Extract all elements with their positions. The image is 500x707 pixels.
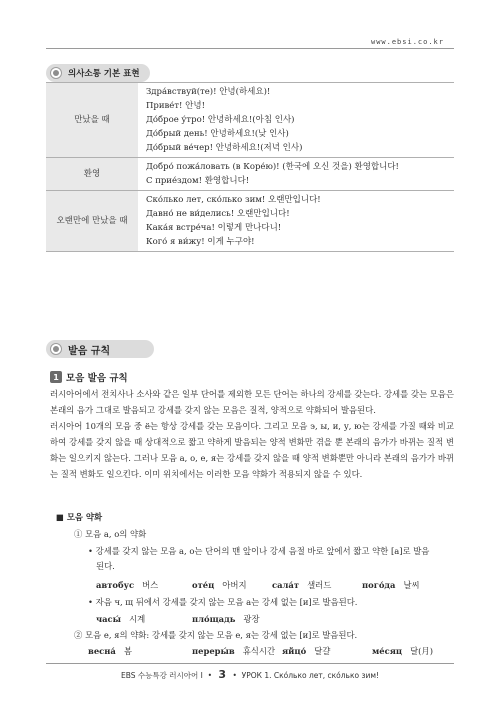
example-word: [192, 645, 275, 657]
example-word: [192, 613, 260, 625]
expression-line: Ско́лько лет, ско́лько зим! 오랜만입니다!: [146, 195, 321, 205]
page-number: 3: [218, 668, 227, 681]
subsection-title: ■ 모음 약화: [56, 512, 103, 522]
russian-word: ме́сяц: [372, 646, 403, 656]
pronunciation-heading: [46, 340, 154, 358]
table-row: [46, 191, 454, 252]
rule-text: 된다.: [96, 561, 115, 571]
book-title: EBS 수능특강 러시아어 I: [120, 671, 203, 680]
rule-text: • 자음 ч, щ 뒤에서 강세를 갖지 않는 모음 а는 강세 없는 [и]로 발음된다.: [88, 597, 358, 607]
rule-text: • 강세를 갖지 않는 모음 а, о는 단어의 맨 앞이나 강세 음절 바로 앞에서 짧고 약한 [а]로 발음: [88, 546, 430, 556]
expression-line: Здра́вствуй(те)! 안녕(하세요)!: [146, 87, 271, 97]
example-word: [372, 645, 433, 657]
example-word: [282, 645, 330, 657]
example-word: [192, 579, 247, 591]
page-footer: [0, 668, 500, 681]
row-content: [138, 83, 454, 158]
russian-word: переры́в: [192, 646, 235, 656]
list-item: ② 모음 е, я의 약화: 강세를 갖지 않는 모음 е, я는 강세 없는 [и]로 발음된다.: [74, 630, 358, 640]
example-word: [362, 579, 420, 591]
paragraph: 러시아어 10개의 모음 중 ё는 항상 강세를 갖는 모음이다. 그리고 모음 э, ы, и, у, ю는 강세를 가질 때와 비교하여 강세를 갖지 않을 때 상대적으로 짧고 약하게 발음되는 양적 변화만 겪을 뿐 본래의 음가가 바뀌는 질적 변화는 일으키지 않는다. 그러나 모음 а, о, е, я는 강세를 갖지 않을 때 양적 변화뿐만 아니라 본래의 음가가 바뀌는 질적 변화도 일으킨다. 이미 위치에서는 이러한 모음 약화가 적용되지 않을 수 있다.: [50, 421, 454, 479]
word-meaning: 버스: [142, 580, 159, 590]
bullet-circle-icon: [50, 67, 62, 79]
pronunciation-title: 발음 규칙: [68, 345, 111, 357]
russian-word: оте́ц: [192, 580, 215, 590]
row-content: [138, 191, 454, 252]
lesson-title: УРОК 1. Ско́лько лет, ско́лько зим!: [241, 671, 380, 680]
russian-word: весна́: [88, 646, 116, 656]
example-word: [272, 579, 331, 591]
expressions-heading: [46, 64, 150, 82]
expression-line: Давно́ не ви́делись! 오랜만입니다!: [146, 209, 290, 219]
paragraph: 러시아어에서 전치사나 소사와 같은 일부 단어를 제외한 모든 단어는 하나의 강세를 갖는다. 강세를 갖는 모음은 본래의 음가 그대로 발음되고 강세를 갖지 않는 모음은 질적, 양적으로 약화되어 발음된다.: [50, 389, 454, 415]
row-label: 오랜만에 만났을 때: [46, 191, 138, 252]
bullet-circle-icon: [50, 343, 62, 355]
section-heading: [50, 370, 128, 384]
site-url: www.ebsi.co.kr: [370, 38, 444, 46]
list-item: ① 모음 а, о의 약화: [74, 529, 147, 539]
word-meaning: 봄: [123, 646, 132, 656]
expression-line: Добро́ пожа́ловать (в Коре́ю)! (한국에 오신 것을) 환영합니다!: [146, 162, 399, 172]
russian-word: автобус: [96, 580, 135, 590]
expression-line: С прие́здом! 환영합니다!: [146, 176, 250, 186]
row-content: [138, 158, 454, 191]
table-row: [46, 83, 454, 158]
table-row: [46, 158, 454, 191]
example-word: [96, 579, 158, 591]
word-meaning: 시계: [129, 614, 146, 624]
word-meaning: 휴식시간: [242, 646, 276, 656]
russian-word: пого́да: [362, 580, 396, 590]
russian-word: часы́: [96, 614, 122, 624]
word-meaning: 날씨: [403, 580, 420, 590]
expression-line: Кого́ я ви́жу! 이게 누구야!: [146, 237, 255, 247]
section-number-badge: 1: [50, 371, 62, 383]
russian-word: сала́т: [272, 580, 300, 590]
russian-word: яйцо́: [282, 646, 307, 656]
bottom-divider: [46, 663, 454, 664]
example-word: [96, 613, 145, 625]
expression-line: До́брое у́тро! 안녕하세요!(아침 인사): [146, 115, 295, 125]
word-meaning: 아버지: [222, 580, 247, 590]
expression-line: До́брый ве́чер! 안녕하세요!(저녁 인사): [146, 143, 303, 153]
expressions-table: [46, 82, 454, 252]
word-meaning: 광장: [243, 614, 260, 624]
expression-line: Кака́я встре́ча! 이렇게 만나다니!: [146, 223, 282, 233]
top-divider: [46, 48, 454, 49]
word-meaning: 달(月): [410, 646, 434, 656]
word-meaning: 달걀: [314, 646, 331, 656]
example-word: [88, 645, 132, 657]
russian-word: пло́щадь: [192, 614, 236, 624]
word-meaning: 샐러드: [307, 580, 332, 590]
section-title: 모음 발음 규칙: [66, 373, 128, 384]
expression-line: До́брый день! 안녕하세요!(낮 인사): [146, 129, 289, 139]
row-label: 환영: [46, 158, 138, 191]
separator-icon: •: [232, 671, 240, 680]
expressions-title: 의사소통 기본 표현: [68, 69, 140, 79]
row-label: 만났을 때: [46, 83, 138, 158]
separator-icon: •: [205, 671, 213, 680]
expression-line: Приве́т! 안녕!: [146, 101, 205, 111]
